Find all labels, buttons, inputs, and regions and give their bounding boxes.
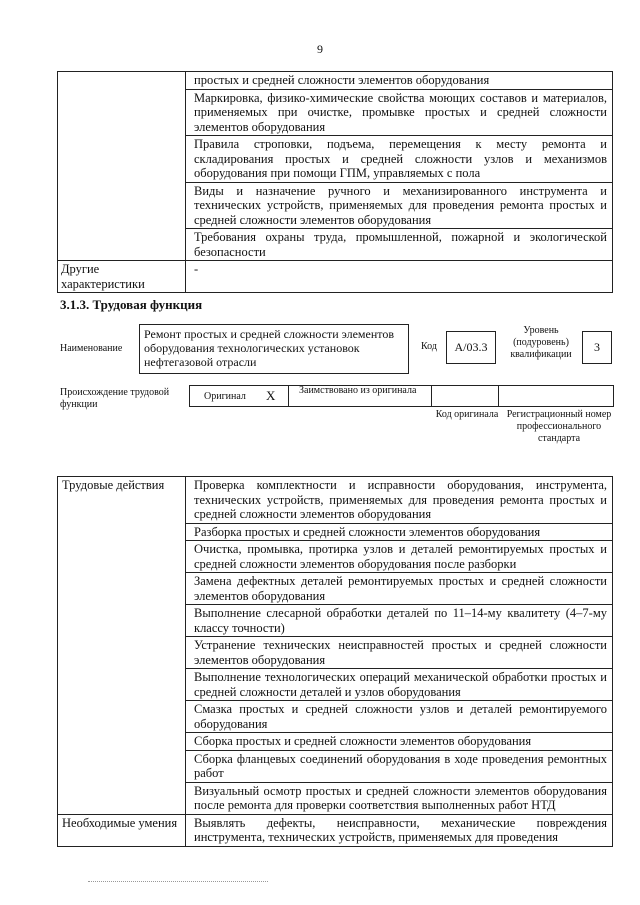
name-label: Наименование <box>60 343 123 354</box>
action-item: Выполнение технологических операций механической обработки простых и средней сложности деталей и узлов оборудования <box>186 669 613 701</box>
original-mark: X <box>266 388 276 403</box>
knowledge-table <box>57 71 613 293</box>
table-row <box>58 261 613 293</box>
actions-label: Трудовые действия <box>58 477 186 815</box>
original-cell <box>189 385 289 407</box>
borrowed-label: Заимствовано из оригинала <box>299 385 417 396</box>
other-characteristics-value: - <box>186 261 613 293</box>
action-item: Визуальный осмотр простых и средней сложности элементов оборудования после ремонта для проверки соответствия выполненных работ НТД <box>186 782 613 814</box>
original-label: Оригинал <box>204 391 246 402</box>
action-item: Очистка, промывка, протирка узлов и деталей ремонтируемых простых и средней сложности элементов оборудования после разборки <box>186 541 613 573</box>
labor-actions-table <box>57 476 613 847</box>
action-item: Устранение технических неисправностей простых и средней сложности элементов оборудования <box>186 637 613 669</box>
level-box: 3 <box>582 331 612 364</box>
table-row <box>58 814 613 846</box>
table-row <box>58 477 613 524</box>
section-heading: 3.1.3. Трудовая функция <box>60 297 203 312</box>
row-label <box>58 72 186 261</box>
other-characteristics-label: Другие характеристики <box>58 261 186 293</box>
action-item: Разборка простых и средней сложности элементов оборудования <box>186 523 613 541</box>
knowledge-item: Правила строповки, подъема, перемещения к месту ремонта и складирования простых и средней сложности узлов и механизмов оборудования при помощи ГПМ, управляемых с пола <box>186 136 613 183</box>
knowledge-item: Маркировка, физико-химические свойства моющих составов и материалов, применяемых при очистке, промывке простых и средней сложности элементов оборудования <box>186 89 613 136</box>
code-box: А/03.3 <box>446 331 496 364</box>
skill-item: Выявлять дефекты, неисправности, механические повреждения инструмента, технических устройств, применяемых для проведения <box>186 814 613 846</box>
code-label: Код <box>421 341 437 352</box>
reg-number-cell <box>498 385 614 407</box>
knowledge-item: Виды и назначение ручного и механизированного инструмента и технических устройств, применяемых для проведения ремонта простых и средней сложности элементов оборудования <box>186 182 613 229</box>
action-item: Замена дефектных деталей ремонтируемых простых и средней сложности элементов оборудования <box>186 573 613 605</box>
code-of-original-label: Код оригинала <box>435 409 499 420</box>
borrowed-cell <box>288 385 432 407</box>
origin-row <box>189 385 614 407</box>
reg-number-label: Регистрационный номер профессионального стандарта <box>506 409 612 444</box>
action-item: Сборка фланцевых соединений оборудования в ходе проведения ремонтных работ <box>186 750 613 782</box>
table-row <box>58 72 613 90</box>
action-item: Проверка комплектности и исправности оборудования, инструмента, технических устройств, применяемых для проведения ремонта простых и средней сложности элементов оборудования <box>186 477 613 524</box>
level-label: Уровень (подуровень) квалификации <box>510 325 572 360</box>
function-name-box: Ремонт простых и средней сложности элементов оборудования технологических установок нефтегазовой отрасли <box>139 324 409 374</box>
code-of-original-cell <box>431 385 499 407</box>
footer-mark <box>88 881 268 882</box>
action-item: Сборка простых и средней сложности элементов оборудования <box>186 733 613 751</box>
action-item: Выполнение слесарной обработки деталей по 11–14-му квалитету (4–7-му классу точности) <box>186 605 613 637</box>
skills-label: Необходимые умения <box>58 814 186 846</box>
knowledge-item: простых и средней сложности элементов оборудования <box>186 72 613 90</box>
page-number: 9 <box>317 42 323 56</box>
origin-label: Происхождение трудовой функции <box>60 387 170 410</box>
knowledge-item: Требования охраны труда, промышленной, пожарной и экологической безопасности <box>186 229 613 261</box>
action-item: Смазка простых и средней сложности узлов и деталей ремонтируемого оборудования <box>186 701 613 733</box>
